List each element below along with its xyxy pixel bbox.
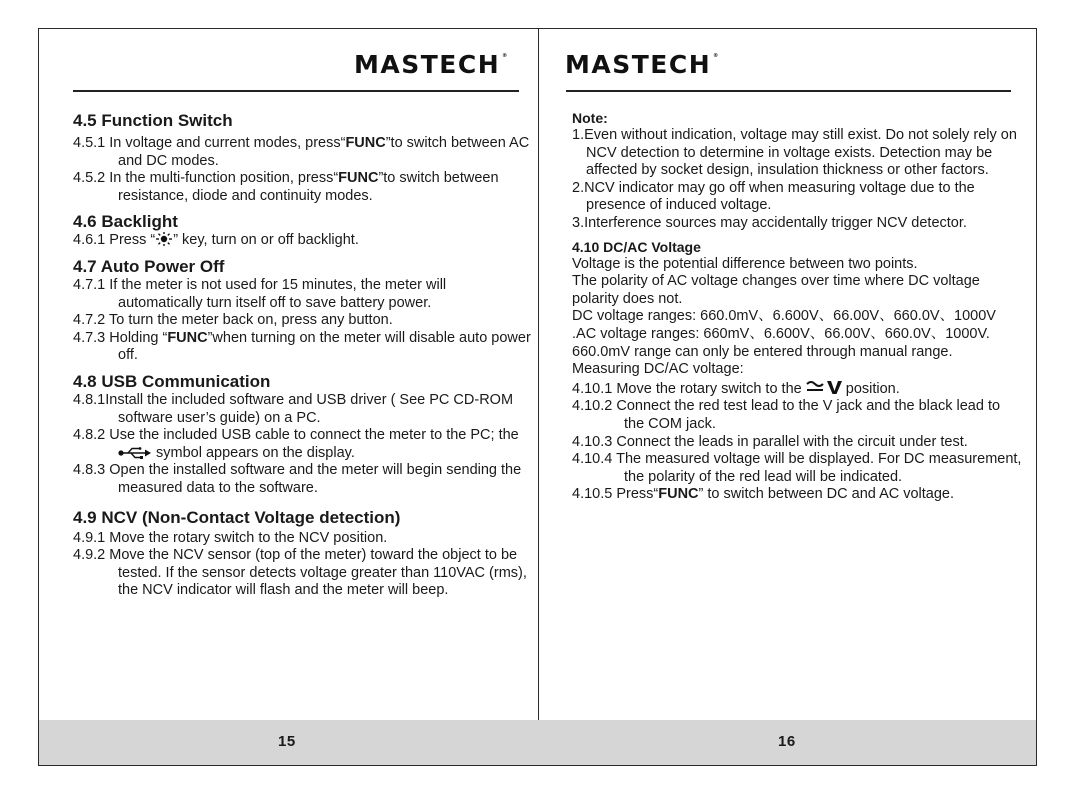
note-item: 1.Even without indication, voltage may still exist. Do not solely rely on NCV detection to determine in voltage exists. Detection may be affected by socket design, insulation thickness or other factors. [572,127,1017,179]
paragraph: DC voltage ranges: 660.0mV、6.600V、66.00V、660.0V、1000V .AC voltage ranges: 660mV、6.600V、66.00V、660.0V、1000V. 660.0mV range can only be entered through manual range. [572,308,996,360]
paragraph: The polarity of AC voltage changes over time where DC voltage polarity does not. [572,273,980,307]
section-heading: 4.6 Backlight [73,212,178,232]
list-item: 4.8.2 Use the included USB cable to connect the meter to the PC; the symbol appears on the display. [73,427,519,461]
page-number-right: 16 [778,733,796,750]
section-heading: 4.7 Auto Power Off [73,256,225,276]
usb-icon [118,447,152,459]
list-item: 4.8.1Install the included software and USB driver ( See PC CD-ROM software user’s guide) on a PC. [73,391,514,426]
list-item: 4.10.1 Move the rotary switch to the position. [572,380,900,397]
list-item: 4.7.2 To turn the meter back on, press any button. [73,312,393,329]
left-page-content [73,110,531,600]
list-item: 4.9.1 Move the rotary switch to the NCV position. [73,529,388,546]
list-item: 4.5.2 In the multi-function position, press“FUNC”to switch between resistance, diode and continuity modes. [73,170,499,204]
section-heading: 4.10 DC/AC Voltage [572,238,701,255]
ac-dc-voltage-icon [806,379,842,395]
list-item: 4.5.1 In voltage and current modes, press“FUNC”to switch between AC and DC modes. [73,135,530,169]
list-item: 4.7.1 If the meter is not used for 15 minutes, the meter will automatically turn itself off to save battery power. [73,276,447,311]
section-heading: 4.8 USB Communication [73,371,271,391]
note-item: 3.Interference sources may accidentally trigger NCV detector. [572,214,967,231]
list-item: 4.10.4 The measured voltage will be displayed. For DC measurement, the polarity of the red lead will be indicated. [572,451,1022,485]
list-item: 4.8.3 Open the installed software and the meter will begin sending the measured data to the software. [73,462,522,496]
right-page-content [572,110,1024,504]
brand-logo-left: MASTECH ® [354,50,509,79]
list-item: 4.10.3 Connect the leads in parallel with the circuit under test. [572,433,968,450]
paragraph: Voltage is the potential difference between two points. [572,255,918,272]
paragraph: Measuring DC/AC voltage: [572,361,744,378]
footer-bar [39,720,1036,765]
section-heading: 4.5 Function Switch [73,111,233,130]
header-rule-right [566,90,1011,92]
page-number-left: 15 [278,733,296,750]
list-item: 4.9.2 Move the NCV sensor (top of the meter) toward the object to be tested. If the sensor detects voltage greater than 110VAC (rms), the NCV indicator will flash and the meter will beep. [73,547,527,599]
list-item: 4.10.5 Press“FUNC” to switch between DC and AC voltage. [572,486,955,503]
list-item: 4.7.3 Holding “FUNC”when turning on the meter will disable auto power off. [73,329,531,364]
note-title: Note: [572,110,608,126]
note-item: 2.NCV indicator may go off when measuring voltage due to the presence of induced voltage. [572,179,975,214]
header-rule-left [73,90,519,92]
section-heading: 4.9 NCV (Non-Contact Voltage detection) [73,507,401,527]
list-item: 4.6.1 Press “ ” key, turn on or off backlight. [73,232,359,249]
sun-icon [155,232,173,246]
brand-logo-right: MASTECH ® [565,50,720,79]
page-divider [538,28,539,766]
list-item: 4.10.2 Connect the red test lead to the V jack and the black lead to the COM jack. [572,398,1001,432]
